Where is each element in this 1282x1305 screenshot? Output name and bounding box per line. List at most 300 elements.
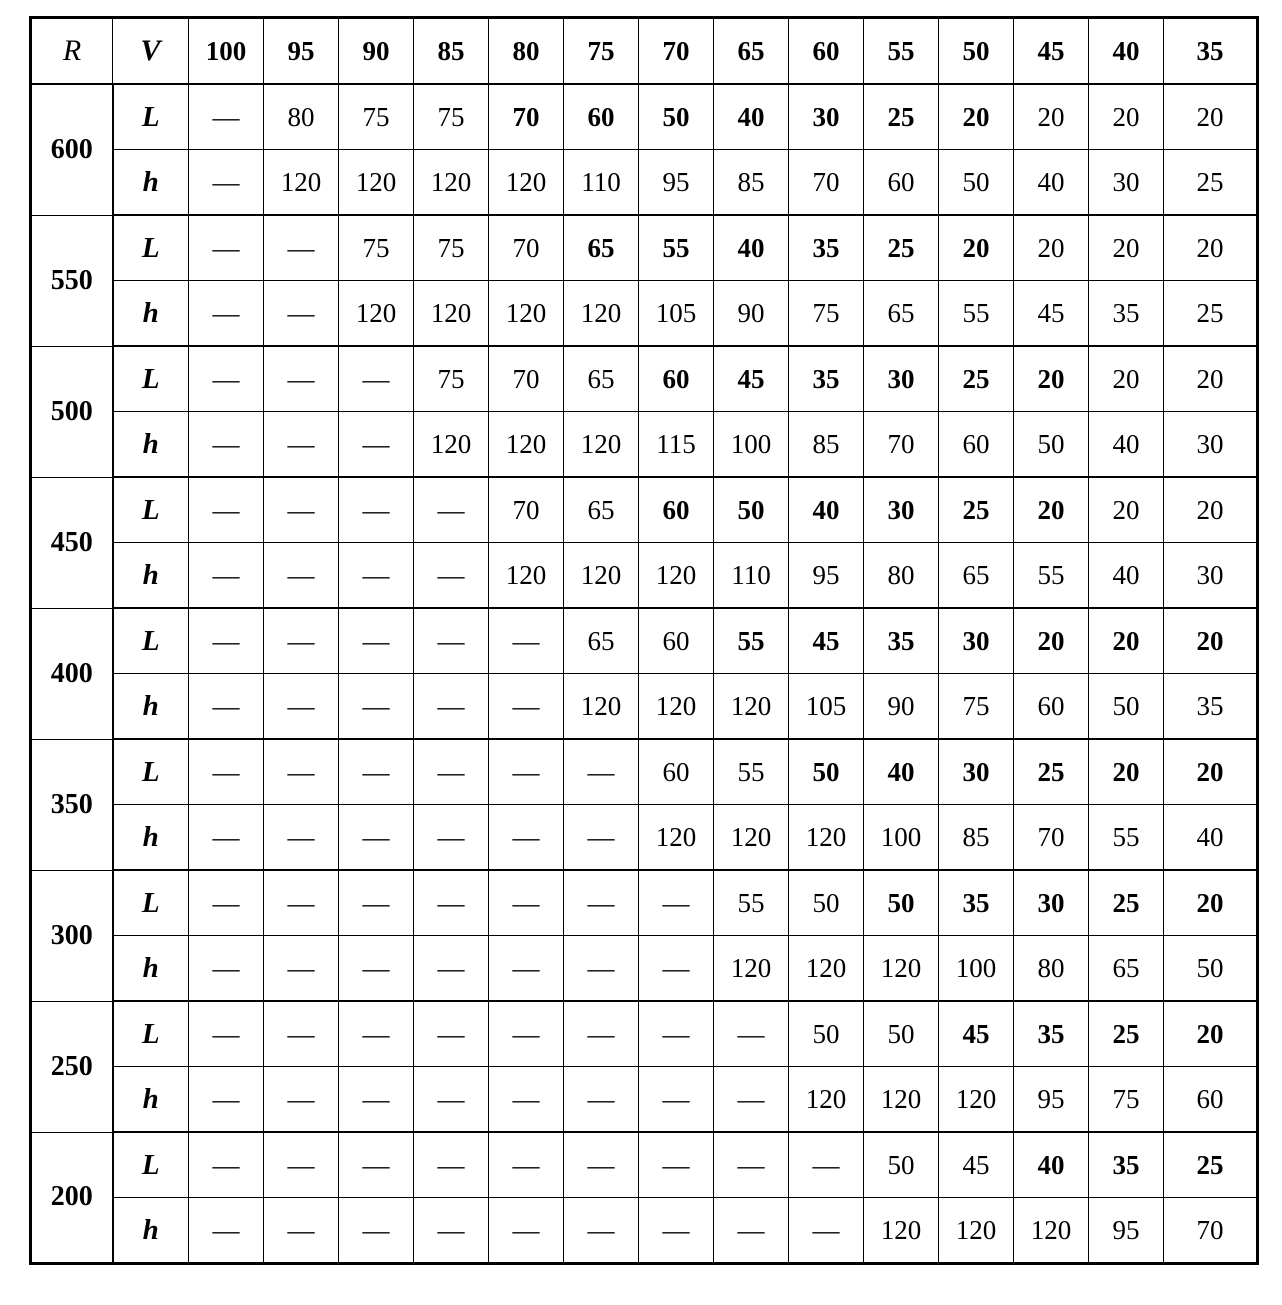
table-cell: — <box>789 1132 864 1198</box>
table-cell: — <box>714 1132 789 1198</box>
table-cell: — <box>639 1198 714 1264</box>
table-cell: — <box>189 674 264 740</box>
length-label: L <box>113 608 189 674</box>
table-cell: — <box>264 346 339 412</box>
table-cell: — <box>339 346 414 412</box>
table-cell: — <box>489 1001 564 1067</box>
table-cell: 60 <box>639 739 714 805</box>
table-cell: 120 <box>939 1067 1014 1133</box>
table-cell: 95 <box>1014 1067 1089 1133</box>
table-cell: 120 <box>864 1067 939 1133</box>
table-cell: — <box>414 1067 489 1133</box>
radius-label: 500 <box>31 346 113 477</box>
table-cell: — <box>339 739 414 805</box>
radius-label: 300 <box>31 870 113 1001</box>
table-cell: — <box>189 84 264 150</box>
table-cell: 75 <box>414 84 489 150</box>
table-cell: — <box>714 1198 789 1264</box>
table-cell: 120 <box>864 1198 939 1264</box>
table-cell: 35 <box>1014 1001 1089 1067</box>
table-cell: 100 <box>864 805 939 871</box>
table-cell: 120 <box>939 1198 1014 1264</box>
table-cell: 40 <box>1089 543 1164 609</box>
height-label: h <box>113 281 189 347</box>
table-cell: 70 <box>864 412 939 478</box>
table-cell: — <box>414 608 489 674</box>
length-label: L <box>113 215 189 281</box>
table-cell: 20 <box>1164 84 1258 150</box>
table-cell: — <box>339 608 414 674</box>
table-cell: 60 <box>864 150 939 216</box>
table-cell: 80 <box>264 84 339 150</box>
table-cell: 60 <box>939 412 1014 478</box>
table-cell: — <box>639 1132 714 1198</box>
table-cell: 75 <box>339 215 414 281</box>
table-cell: 70 <box>1164 1198 1258 1264</box>
height-label: h <box>113 1198 189 1264</box>
table-cell: 50 <box>1164 936 1258 1002</box>
height-label: h <box>113 543 189 609</box>
table-cell: 120 <box>639 805 714 871</box>
table-cell: — <box>339 1198 414 1264</box>
table-cell: 65 <box>864 281 939 347</box>
table-cell: 55 <box>714 870 789 936</box>
header-speed-6: 70 <box>639 18 714 85</box>
header-speed-13: 35 <box>1164 18 1258 85</box>
table-cell: — <box>414 1198 489 1264</box>
table-cell: — <box>189 870 264 936</box>
table-cell: — <box>414 674 489 740</box>
table-cell: 120 <box>414 150 489 216</box>
table-cell: — <box>414 870 489 936</box>
radius-label: 400 <box>31 608 113 739</box>
table-cell: — <box>264 281 339 347</box>
table-cell: 120 <box>339 150 414 216</box>
table-cell: 45 <box>714 346 789 412</box>
table-cell: 65 <box>564 346 639 412</box>
length-label: L <box>113 1132 189 1198</box>
table-cell: 30 <box>939 608 1014 674</box>
table-cell: 120 <box>414 281 489 347</box>
table-cell: 80 <box>1014 936 1089 1002</box>
table-cell: — <box>189 412 264 478</box>
table-cell: 25 <box>864 84 939 150</box>
table-cell: 40 <box>1164 805 1258 871</box>
table-cell: — <box>189 1067 264 1133</box>
table-cell: 40 <box>1089 412 1164 478</box>
length-label: L <box>113 1001 189 1067</box>
table-cell: 50 <box>864 870 939 936</box>
table-cell: 55 <box>714 608 789 674</box>
table-cell: 70 <box>489 215 564 281</box>
table-cell: 20 <box>1164 870 1258 936</box>
table-cell: — <box>564 1132 639 1198</box>
table-cell: 20 <box>1089 215 1164 281</box>
table-cell: 120 <box>264 150 339 216</box>
table-cell: 40 <box>864 739 939 805</box>
table-cell: — <box>489 1067 564 1133</box>
table-cell: — <box>264 477 339 543</box>
table-row <box>31 805 1258 871</box>
table-cell: 25 <box>939 346 1014 412</box>
table-cell: 85 <box>939 805 1014 871</box>
table-cell: 65 <box>564 215 639 281</box>
table-cell: — <box>264 215 339 281</box>
table-cell: 65 <box>1089 936 1164 1002</box>
length-label: L <box>113 84 189 150</box>
header-v-label: V <box>113 18 189 85</box>
table-cell: 95 <box>639 150 714 216</box>
table-row <box>31 1198 1258 1264</box>
table-cell: 120 <box>789 1067 864 1133</box>
table-cell: 115 <box>639 412 714 478</box>
speed-radius-table <box>29 16 1259 1265</box>
table-cell: 120 <box>789 805 864 871</box>
table-cell: 120 <box>1014 1198 1089 1264</box>
table-cell: 45 <box>939 1001 1014 1067</box>
table-cell: 120 <box>564 674 639 740</box>
table-cell: — <box>189 543 264 609</box>
table-cell: — <box>264 1132 339 1198</box>
length-label: L <box>113 870 189 936</box>
table-cell: 110 <box>564 150 639 216</box>
table-cell: — <box>339 1132 414 1198</box>
table-cell: 20 <box>1164 477 1258 543</box>
table-cell: 20 <box>1014 215 1089 281</box>
radius-label: 550 <box>31 215 113 346</box>
table-cell: 30 <box>1164 412 1258 478</box>
table-cell: — <box>714 1067 789 1133</box>
table-row <box>31 84 1258 150</box>
table-cell: 60 <box>1164 1067 1258 1133</box>
table-cell: 20 <box>1164 608 1258 674</box>
table-cell: — <box>489 1132 564 1198</box>
radius-label: 200 <box>31 1132 113 1264</box>
table-cell: — <box>639 1067 714 1133</box>
table-cell: 65 <box>939 543 1014 609</box>
table-cell: — <box>414 1132 489 1198</box>
table-cell: 70 <box>1014 805 1089 871</box>
table-cell: — <box>414 936 489 1002</box>
length-label: L <box>113 739 189 805</box>
table-cell: 110 <box>714 543 789 609</box>
table-cell: — <box>564 1001 639 1067</box>
table-cell: 70 <box>489 346 564 412</box>
table-cell: 100 <box>714 412 789 478</box>
table-cell: 35 <box>789 346 864 412</box>
table-cell: — <box>264 608 339 674</box>
height-label: h <box>113 150 189 216</box>
table-cell: 50 <box>939 150 1014 216</box>
header-speed-9: 55 <box>864 18 939 85</box>
table-cell: — <box>264 1198 339 1264</box>
header-speed-12: 40 <box>1089 18 1164 85</box>
table-cell: 50 <box>639 84 714 150</box>
table-cell: 55 <box>1089 805 1164 871</box>
table-cell: 75 <box>414 346 489 412</box>
table-cell: — <box>564 805 639 871</box>
table-cell: — <box>264 1001 339 1067</box>
table-cell: 40 <box>1014 150 1089 216</box>
table-cell: 120 <box>864 936 939 1002</box>
table-cell: — <box>264 674 339 740</box>
table-cell: — <box>189 936 264 1002</box>
table-cell: 30 <box>864 346 939 412</box>
height-label: h <box>113 674 189 740</box>
table-cell: — <box>339 674 414 740</box>
table-cell: — <box>564 936 639 1002</box>
table-cell: 120 <box>639 543 714 609</box>
table-cell: 35 <box>1089 1132 1164 1198</box>
table-cell: 35 <box>789 215 864 281</box>
table-row <box>31 739 1258 805</box>
table-cell: — <box>489 805 564 871</box>
table-cell: — <box>414 477 489 543</box>
table-row <box>31 346 1258 412</box>
table-cell: 45 <box>1014 281 1089 347</box>
table-cell: — <box>264 412 339 478</box>
table-cell: — <box>339 477 414 543</box>
table-cell: 75 <box>1089 1067 1164 1133</box>
length-label: L <box>113 477 189 543</box>
table-cell: 20 <box>1014 84 1089 150</box>
table-cell: 40 <box>714 215 789 281</box>
table-cell: 50 <box>789 1001 864 1067</box>
table-cell: 35 <box>939 870 1014 936</box>
table-cell: 50 <box>789 739 864 805</box>
table-row <box>31 936 1258 1002</box>
table-cell: 105 <box>639 281 714 347</box>
table-cell: 70 <box>489 477 564 543</box>
header-speed-11: 45 <box>1014 18 1089 85</box>
length-label: L <box>113 346 189 412</box>
table-cell: — <box>189 1001 264 1067</box>
table-cell: — <box>339 1001 414 1067</box>
table-cell: — <box>264 739 339 805</box>
table-row <box>31 477 1258 543</box>
table-cell: — <box>564 1198 639 1264</box>
table-cell: — <box>639 870 714 936</box>
table-cell: 65 <box>564 477 639 543</box>
table-cell: 80 <box>864 543 939 609</box>
table-cell: — <box>339 412 414 478</box>
table-cell: — <box>489 608 564 674</box>
table-cell: 55 <box>714 739 789 805</box>
table-cell: — <box>639 936 714 1002</box>
table-cell: — <box>264 543 339 609</box>
table-cell: 35 <box>864 608 939 674</box>
table-cell: 20 <box>939 215 1014 281</box>
table-cell: 90 <box>864 674 939 740</box>
table-cell: — <box>339 1067 414 1133</box>
table-cell: 25 <box>1164 1132 1258 1198</box>
table-cell: 60 <box>639 346 714 412</box>
table-cell: 75 <box>789 281 864 347</box>
table-cell: 120 <box>489 281 564 347</box>
table-cell: 30 <box>1089 150 1164 216</box>
table-row <box>31 215 1258 281</box>
table-cell: 30 <box>864 477 939 543</box>
table-cell: 95 <box>789 543 864 609</box>
table-cell: 50 <box>714 477 789 543</box>
table-cell: — <box>414 739 489 805</box>
table-cell: — <box>564 1067 639 1133</box>
table-cell: 120 <box>564 543 639 609</box>
table-cell: 120 <box>564 281 639 347</box>
table-cell: 20 <box>939 84 1014 150</box>
table-row <box>31 870 1258 936</box>
table-cell: 25 <box>1164 281 1258 347</box>
table-cell: — <box>339 805 414 871</box>
table-cell: — <box>264 870 339 936</box>
table-cell: — <box>489 936 564 1002</box>
table-cell: — <box>264 1067 339 1133</box>
table-cell: 20 <box>1164 739 1258 805</box>
table-cell: 70 <box>789 150 864 216</box>
table-cell: 25 <box>1014 739 1089 805</box>
table-cell: 40 <box>1014 1132 1089 1198</box>
header-speed-4: 80 <box>489 18 564 85</box>
table-cell: 30 <box>1014 870 1089 936</box>
table-cell: 120 <box>639 674 714 740</box>
table-cell: 50 <box>864 1001 939 1067</box>
table-cell: 20 <box>1164 1001 1258 1067</box>
table-row <box>31 150 1258 216</box>
table-cell: 25 <box>939 477 1014 543</box>
table-cell: 25 <box>1089 870 1164 936</box>
height-label: h <box>113 1067 189 1133</box>
table-cell: — <box>189 215 264 281</box>
table-cell: 20 <box>1089 346 1164 412</box>
table-cell: 100 <box>939 936 1014 1002</box>
table-cell: 75 <box>939 674 1014 740</box>
table-cell: 120 <box>339 281 414 347</box>
table-cell: — <box>189 281 264 347</box>
table-cell: 85 <box>714 150 789 216</box>
table-cell: 50 <box>1089 674 1164 740</box>
table-cell: 120 <box>714 936 789 1002</box>
table-cell: 20 <box>1164 215 1258 281</box>
table-cell: 35 <box>1164 674 1258 740</box>
table-cell: 95 <box>1089 1198 1164 1264</box>
table-cell: 20 <box>1089 477 1164 543</box>
table-cell: 75 <box>414 215 489 281</box>
header-r-label: R <box>31 18 113 85</box>
table-cell: 120 <box>714 674 789 740</box>
table-cell: 20 <box>1089 739 1164 805</box>
header-speed-2: 90 <box>339 18 414 85</box>
table-cell: 25 <box>1089 1001 1164 1067</box>
table-cell: — <box>339 870 414 936</box>
table-cell: 65 <box>564 608 639 674</box>
table-cell: 55 <box>1014 543 1089 609</box>
table-cell: — <box>714 1001 789 1067</box>
table-cell: 120 <box>489 543 564 609</box>
table-cell: — <box>489 870 564 936</box>
table-cell: — <box>564 870 639 936</box>
table-cell: — <box>189 477 264 543</box>
table-cell: — <box>789 1198 864 1264</box>
table-cell: 25 <box>1164 150 1258 216</box>
radius-label: 250 <box>31 1001 113 1132</box>
table-cell: — <box>189 608 264 674</box>
table-cell: — <box>414 543 489 609</box>
table-cell: 35 <box>1089 281 1164 347</box>
table-cell: — <box>264 805 339 871</box>
table-cell: — <box>189 1198 264 1264</box>
table-cell: — <box>189 805 264 871</box>
table-cell: — <box>414 1001 489 1067</box>
table-cell: — <box>489 739 564 805</box>
table-cell: 75 <box>339 84 414 150</box>
table-cell: 20 <box>1089 84 1164 150</box>
table-cell: 120 <box>414 412 489 478</box>
table-cell: 40 <box>714 84 789 150</box>
table-cell: 45 <box>789 608 864 674</box>
table-cell: — <box>189 1132 264 1198</box>
table-cell: — <box>489 674 564 740</box>
table-cell: 20 <box>1014 608 1089 674</box>
header-speed-1: 95 <box>264 18 339 85</box>
table-row <box>31 412 1258 478</box>
header-speed-5: 75 <box>564 18 639 85</box>
height-label: h <box>113 936 189 1002</box>
table-row <box>31 674 1258 740</box>
table-cell: 60 <box>564 84 639 150</box>
table-cell: — <box>564 739 639 805</box>
table-cell: — <box>489 1198 564 1264</box>
header-speed-7: 65 <box>714 18 789 85</box>
table-cell: 120 <box>489 412 564 478</box>
table-cell: 55 <box>939 281 1014 347</box>
header-row <box>31 18 1258 85</box>
table-cell: 40 <box>789 477 864 543</box>
table-cell: 20 <box>1089 608 1164 674</box>
table-cell: 30 <box>789 84 864 150</box>
table-cell: — <box>414 805 489 871</box>
table-cell: 85 <box>789 412 864 478</box>
table-cell: — <box>339 543 414 609</box>
table-cell: 50 <box>864 1132 939 1198</box>
table-cell: 50 <box>789 870 864 936</box>
table-row <box>31 543 1258 609</box>
table-cell: 20 <box>1164 346 1258 412</box>
table-cell: 25 <box>864 215 939 281</box>
table-cell: 45 <box>939 1132 1014 1198</box>
table-row <box>31 1067 1258 1133</box>
table-cell: — <box>264 936 339 1002</box>
table-cell: 20 <box>1014 346 1089 412</box>
height-label: h <box>113 412 189 478</box>
header-speed-0: 100 <box>189 18 264 85</box>
table-cell: 90 <box>714 281 789 347</box>
header-speed-8: 60 <box>789 18 864 85</box>
table-cell: 60 <box>639 608 714 674</box>
header-speed-10: 50 <box>939 18 1014 85</box>
table-cell: 60 <box>1014 674 1089 740</box>
table-cell: — <box>189 150 264 216</box>
radius-label: 350 <box>31 739 113 870</box>
header-speed-3: 85 <box>414 18 489 85</box>
table-cell: 50 <box>1014 412 1089 478</box>
table-cell: 120 <box>789 936 864 1002</box>
table-cell: 20 <box>1014 477 1089 543</box>
table-cell: — <box>189 739 264 805</box>
radius-label: 450 <box>31 477 113 608</box>
table-row <box>31 281 1258 347</box>
table-cell: 70 <box>489 84 564 150</box>
table-cell: 120 <box>489 150 564 216</box>
